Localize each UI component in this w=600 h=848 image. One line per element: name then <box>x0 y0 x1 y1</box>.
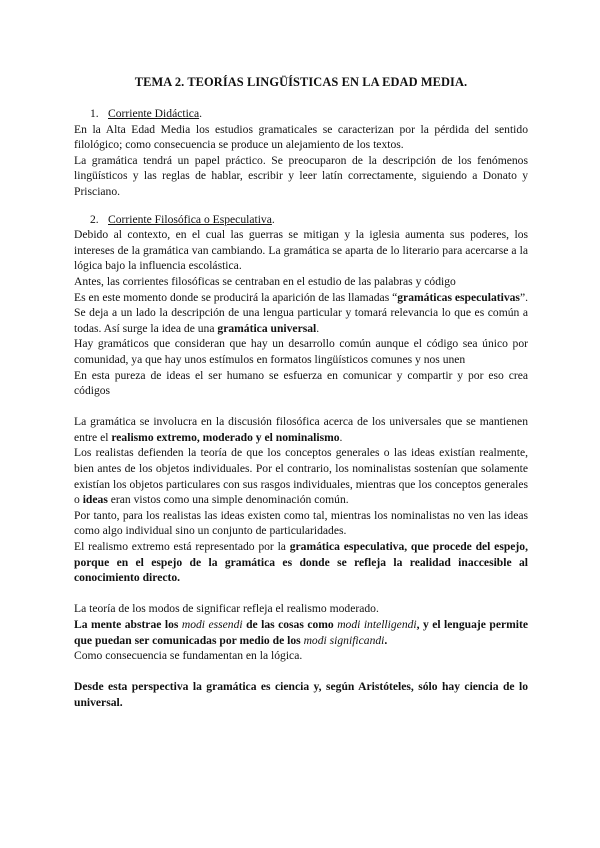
paragraph: Debido al contexto, en el cual las guerras se mitigan y la iglesia aumenta sus poderes, los intereses de la gramática van cambiando. La gramática se aparta de lo literario para acercarse a la lógica bajo la influencia escolástica. <box>74 228 528 273</box>
paragraph <box>74 290 528 337</box>
paragraph: La gramática tendrá un papel práctico. Se preocuparon de la descripción de los fenómenos lingüísticos y las reglas de hablar, escribir y leer latín correctamente, siguiendo a Donato y Prisciano. <box>74 153 528 198</box>
bold-term: gramática especulativa, que procede del espejo, porque en el espejo de la gramática es donde se refleja la realidad inaccesible al conocimiento directo. <box>74 540 528 585</box>
paragraph <box>74 539 528 586</box>
paragraph: Antes, las corrientes filosóficas se centraban en el estudio de las palabras y código <box>74 274 456 288</box>
bold-run: . <box>384 633 388 647</box>
paragraph: La teoría de los modos de significar refleja el realismo moderado. <box>74 602 379 616</box>
bold-term: gramática universal <box>217 321 317 335</box>
section-number: 1. <box>90 107 99 120</box>
page-title: TEMA 2. TEORÍAS LINGÜÍSTICAS EN LA EDAD MEDIA. <box>134 75 468 89</box>
bold-run: , y el lenguaje permite que puedan ser comunicadas por medio de los <box>74 618 529 647</box>
text-run: . <box>316 321 320 335</box>
italic-term: modi significandi <box>303 633 385 647</box>
paragraph: Hay gramáticos que consideran que hay un desarrollo común aunque el código sea único por comunidad, ya que hay unos estímulos en formatos lingüísticos comunes y nos unen <box>74 337 528 366</box>
bold-run: Desde esta perspectiva la gramática es ciencia y, según Aristóteles, sólo hay ciencia de lo universal. <box>74 680 528 709</box>
paragraph: Como consecuencia se fundamentan en la lógica. <box>74 649 303 663</box>
paragraph: En la Alta Edad Media los estudios gramaticales se caracterizan por la pérdida del sentido filológico; como consecuencia se produce un alejamiento de los textos. <box>74 122 528 152</box>
paragraph: En esta pureza de ideas el ser humano se esfuerza en comunicar y compartir y por eso crea códigos <box>74 368 528 398</box>
section-heading-didactica <box>90 106 528 122</box>
section-heading-text: Corriente Filosófica o Especulativa <box>108 212 272 226</box>
section-heading-filosofica <box>90 212 528 228</box>
bold-run: de las cosas como <box>242 618 338 631</box>
text-run: La gramática se involucra en la discusión filosófica acerca de los universales que se mantienen entre el <box>74 415 528 444</box>
text-run: El realismo extremo está representado por la <box>74 540 290 554</box>
section-heading-dot: . <box>199 107 203 120</box>
bold-term: realismo extremo, moderado y el nominalismo <box>111 430 340 444</box>
italic-term: modi essendi <box>181 618 243 631</box>
paragraph: Por tanto, para los realistas las ideas existen como tal, mientras los nominalistas no ven las ideas como algo individual sino un conjunto de particularidades. <box>74 508 528 538</box>
text-run: Es en este momento donde se producirá la aparición de las llamadas “ <box>74 290 398 304</box>
bold-term: ideas <box>82 493 108 507</box>
paragraph <box>74 617 528 648</box>
paragraph <box>74 445 528 507</box>
paragraph <box>74 414 528 445</box>
text-run: ”. Se deja a un lado la descripción de una lengua particular y tomará relevancia lo que es común a todas. Así surge la idea de una <box>74 290 528 335</box>
text-run: Los realistas defienden la teoría de que los conceptos generales o las ideas existían realmente, bien antes de los objetos individuales. Por el contrario, los nominalistas sostenían que solamente existían los objetos particulares con sus rasgos individuales, mientras que los conceptos generales o <box>74 446 528 507</box>
bold-run: La mente abstrae los <box>74 618 182 631</box>
italic-term: modi intelligendi <box>337 618 417 631</box>
text-run: eran vistos como una simple denominación común. <box>107 493 349 507</box>
section-heading-dot: . <box>271 212 275 226</box>
paragraph <box>74 679 528 710</box>
document-page <box>74 74 528 711</box>
section-heading-text: Corriente Didáctica <box>108 107 200 120</box>
section-number: 2. <box>90 212 99 226</box>
bold-term: gramáticas especulativas <box>397 290 520 304</box>
text-run: . <box>339 430 343 444</box>
